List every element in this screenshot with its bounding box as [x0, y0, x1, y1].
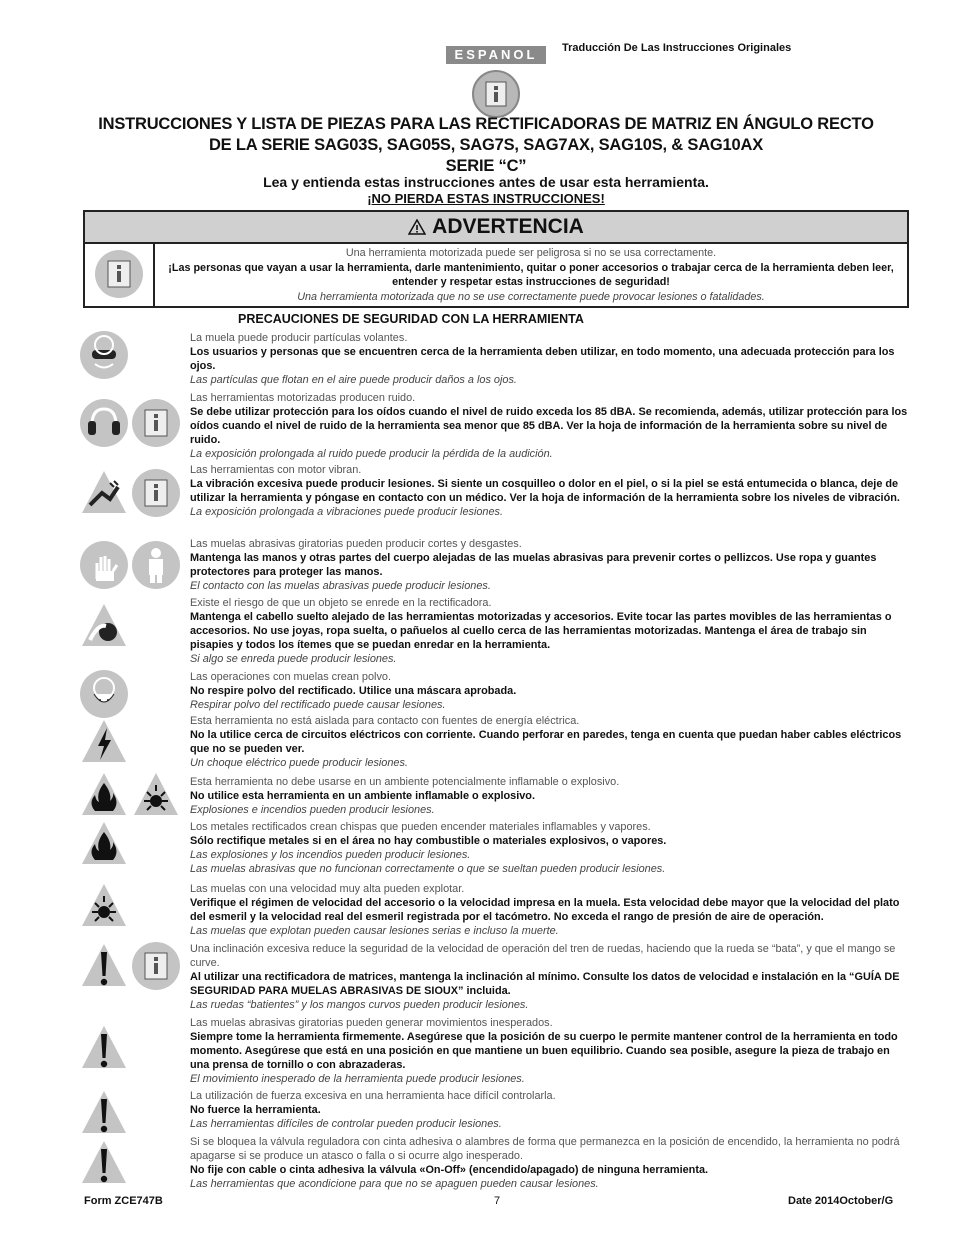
electric-shock-icon: [80, 718, 128, 764]
precaution-action: Mantenga las manos y otras partes del cuerpo alejadas de las muelas abrasivas para prevenir cortes o pellizcos. Use ropa y guantes protectores para proteger las manos.: [190, 552, 877, 578]
precaution-hazard: Si se bloquea la válvula reguladora con cinta adhesiva o alambres de forma que permanezca en la posición de encendido, la herramienta no podrá apagarse si se produce un atasco o falla o si ocurre algo inesperado.: [190, 1136, 900, 1162]
caution-icon: [80, 1139, 128, 1185]
precaution-icons: [80, 670, 128, 718]
precaution-consequence: La exposición prolongada al ruido puede producir la pérdida de la audición.: [190, 448, 553, 460]
read-notice: Lea y entienda estas instrucciones antes de usar esta herramienta.: [263, 174, 709, 190]
form-number: Form ZCE747B: [84, 1195, 163, 1207]
precaution-icons: [80, 399, 180, 447]
keep-notice: ¡NO PIERDA ESTAS INSTRUCCIONES!: [367, 191, 605, 206]
precaution-hazard: Una inclinación excesiva reduce la seguridad de la velocidad de operación del tren de ruedas, haciendo que la rueda se “bata”, y que el mango se curve.: [190, 943, 896, 969]
precaution-action: No fije con cable o cinta adhesiva la válvula «On-Off» (encendido/apagado) de ninguna herramienta.: [190, 1164, 709, 1176]
precaution-action: Sólo rectifique metales si en el área no hay combustible o materiales explosivos, o vapores.: [190, 835, 667, 847]
precaution-icons: [80, 1024, 128, 1070]
precaution-icons: [80, 718, 128, 764]
precaution-consequence: Las explosiones y los incendios pueden producir lesiones.: [190, 849, 471, 861]
precaution-consequence: Respirar polvo del rectificado puede causar lesiones.: [190, 699, 446, 711]
precaution-hazard: Las herramientas con motor vibran.: [190, 464, 362, 476]
manual-icon: [85, 242, 155, 306]
goggles-icon: [80, 331, 128, 379]
precaution-hazard: Los metales rectificados crean chispas que pueden encender materiales inflamables y vapores.: [190, 821, 651, 833]
precaution-text: [190, 331, 912, 387]
precaution-text: [190, 391, 912, 461]
precaution-text: [190, 882, 912, 938]
precaution-action: Verifique el régimen de velocidad del accesorio o la velocidad impresa en la muela. Esta velocidad debe mayor que la velocidad del plato del esmeril y la velocidad real del esmeril registrada por el tacómetro. No exceda el rango de presión de aire de operación.: [190, 897, 900, 923]
warning-box: [83, 210, 909, 308]
precaution-icons: [80, 771, 180, 817]
warning-triangle-icon: [408, 219, 426, 235]
vibration-icon: [80, 469, 128, 515]
ear-protection-icon: [80, 399, 128, 447]
flammable-icon: [80, 771, 128, 817]
manual-icon: [132, 942, 180, 990]
precaution-hazard: Las herramientas motorizadas producen ruido.: [190, 392, 416, 404]
gloves-icon: [80, 541, 128, 589]
precaution-consequence: Las partículas que flotan en el aire puede producir daños a los ojos.: [190, 374, 517, 386]
precaution-consequence: Las muelas que explotan pueden causar lesiones serias e incluso la muerte.: [190, 925, 559, 937]
precaution-hazard: Las muelas abrasivas giratorias pueden producir cortes y desgastes.: [190, 538, 522, 550]
entanglement-icon: [80, 602, 128, 648]
bursting-wheel-icon: [80, 882, 128, 928]
precaution-action: La vibración excesiva puede producir lesiones. Si siente un cosquilleo o dolor en el piel, o si la piel se está entumecida o blanca, deje de utilizar la herramienta y póngase en contacto con un médico. Ver la hoja de información de la herramienta sobre los niveles de vibración.: [190, 478, 900, 504]
precaution-text: [190, 775, 912, 817]
precaution-icons: [80, 602, 128, 648]
manual-icon: [472, 70, 520, 118]
precaution-text: [190, 596, 912, 666]
precaution-consequence: El movimiento inesperado de la herramienta puede producir lesiones.: [190, 1073, 525, 1085]
precaution-consequence: Un choque eléctrico puede producir lesiones.: [190, 757, 408, 769]
precaution-text: [190, 537, 912, 593]
warning-heading: ADVERTENCIA: [85, 212, 907, 244]
precaution-text: [190, 463, 912, 519]
precaution-text: [190, 670, 912, 712]
precaution-hazard: La muela puede producir partículas volantes.: [190, 332, 408, 344]
precaution-text: [190, 714, 912, 770]
precaution-icons: [80, 882, 128, 928]
precaution-hazard: Esta herramienta no debe usarse en un ambiente potencialmente inflamable o explosivo.: [190, 776, 620, 788]
manual-icon: [132, 469, 180, 517]
precaution-consequence: Las herramientas que acondicione para que no se apaguen pueden causar lesiones.: [190, 1178, 599, 1190]
precaution-action: Los usuarios y personas que se encuentren cerca de la herramienta deben utilizar, en todo momento, una adecuada protección para los ojos.: [190, 346, 895, 372]
precaution-action: Siempre tome la herramienta firmemente. Asegúrese que la posición de su cuerpo le permite mantener control de la herramienta en todo momento. Asegúrese que está en una posición en que mantiene un buen equilibrio. Cuando sea posible, asegure la pieza de trabajo en una prensa de tornillo o con abrazaderas.: [190, 1031, 898, 1071]
precaution-icons: [80, 942, 180, 990]
caution-icon: [80, 1024, 128, 1070]
explosion-icon: [132, 771, 180, 817]
respirator-icon: [80, 670, 128, 718]
precaution-icons: [80, 541, 180, 589]
precaution-text: [190, 820, 912, 876]
precaution-text: [190, 1135, 912, 1191]
precaution-consequence: Explosiones e incendios pueden producir lesiones.: [190, 804, 435, 816]
page-number: 7: [494, 1195, 501, 1207]
precaution-hazard: Existe el riesgo de que un objeto se enrede en la rectificadora.: [190, 597, 492, 609]
precaution-action: No fuerce la herramienta.: [190, 1104, 321, 1116]
manual-icon: [132, 399, 180, 447]
precaution-icons: [80, 1139, 128, 1185]
precaution-consequence: El contacto con las muelas abrasivas puede producir lesiones.: [190, 580, 491, 592]
precaution-action: No utilice esta herramienta en un ambiente inflamable o explosivo.: [190, 790, 535, 802]
caution-icon: [80, 942, 128, 988]
precaution-text: [190, 1016, 912, 1086]
fire-icon: [80, 820, 128, 866]
protective-clothing-icon: [132, 541, 180, 589]
precaution-text: [190, 942, 912, 1012]
precaution-hazard: Las muelas con una velocidad muy alta pueden explotar.: [190, 883, 465, 895]
precaution-action: Mantenga el cabello suelto alejado de las herramientas motorizadas y accesorios. Evite tocar las partes movibles de las herramientas o accesorios. No use joyas, ropa suelta, o pañuelos al cuello cerca de las herramientas motorizadas. Mantenga el área de trabajo sin pisapies y todos los ítemes que se puedan enredar en la herramienta.: [190, 611, 892, 651]
precaution-icons: [80, 1089, 128, 1135]
precaution-extra: Las muelas abrasivas que no funcionan correctamente o que se sueltan pueden producir lesiones.: [190, 863, 666, 875]
precaution-action: Al utilizar una rectificadora de matrices, mantenga la inclinación al mínimo. Consulte los datos de velocidad e instalación en la “GUÍA DE SEGURIDAD PARA MUELAS ABRASIVAS DE SIOUX” incluida.: [190, 971, 900, 997]
precaution-icons: [80, 820, 128, 866]
precaution-icons: [80, 469, 180, 517]
precaution-text: [190, 1089, 912, 1131]
precaution-action: No la utilice cerca de circuitos eléctricos con corriente. Cuando perforar en paredes, tenga en cuenta que puedan haber cables eléctricos que no se pueden ver.: [190, 729, 902, 755]
caution-icon: [80, 1089, 128, 1135]
warning-text: Una herramienta motorizada puede ser peligrosa si no se usa correctamente. ¡Las personas que vayan a usar la herramienta, darle mantenimiento, quitar o poner accesorios o trabajar cerca de la herramienta deben leer, entender y respetar estas instrucciones de seguridad! Una herramienta motorizada que no se use correctamente puede provocar lesiones o fatalidades.: [168, 247, 894, 303]
document-title: INSTRUCCIONES Y LISTA DE PIEZAS PARA LAS RECTIFICADORAS DE MATRIZ EN ÁNGULO RECTO DE LA SERIE SAG03S, SAG05S, SAG7S, SAG7AX, SAG10S, & SAG10AX SERIE “C”: [98, 115, 874, 175]
language-label: ESPANOL: [446, 46, 546, 64]
document-date: Date 2014October/G: [788, 1195, 894, 1207]
precaution-hazard: Las operaciones con muelas crean polvo.: [190, 671, 391, 683]
section-title: PRECAUCIONES DE SEGURIDAD CON LA HERRAMIENTA: [238, 312, 584, 326]
precaution-consequence: La exposición prolongada a vibraciones puede producir lesiones.: [190, 506, 504, 518]
precaution-consequence: Las herramientas difíciles de controlar pueden producir lesiones.: [190, 1118, 502, 1130]
precaution-consequence: Las ruedas “batientes” y los mangos curvos pueden producir lesiones.: [190, 999, 529, 1011]
precaution-consequence: Si algo se enreda puede producir lesiones.: [190, 653, 397, 665]
precaution-icons: [80, 331, 128, 379]
precaution-action: No respire polvo del rectificado. Utilice una máscara aprobada.: [190, 685, 517, 697]
precaution-action: Se debe utilizar protección para los oídos cuando el nivel de ruido exceda los 85 dBA. Se recomienda, además, utilizar protección para los oídos cuando el nivel de ruido de la herramienta sea menor que 85 dBA. Ver la hoja de información de la herramienta sobre su nivel de ruido.: [190, 406, 908, 446]
translation-note: Traducción De Las Instrucciones Originales: [562, 42, 792, 54]
precaution-hazard: Las muelas abrasivas giratorias pueden generar movimientos inesperados.: [190, 1017, 553, 1029]
precaution-hazard: La utilización de fuerza excesiva en una herramienta hace difícil controlarla.: [190, 1090, 556, 1102]
precaution-hazard: Esta herramienta no está aislada para contacto con fuentes de energía eléctrica.: [190, 715, 580, 727]
